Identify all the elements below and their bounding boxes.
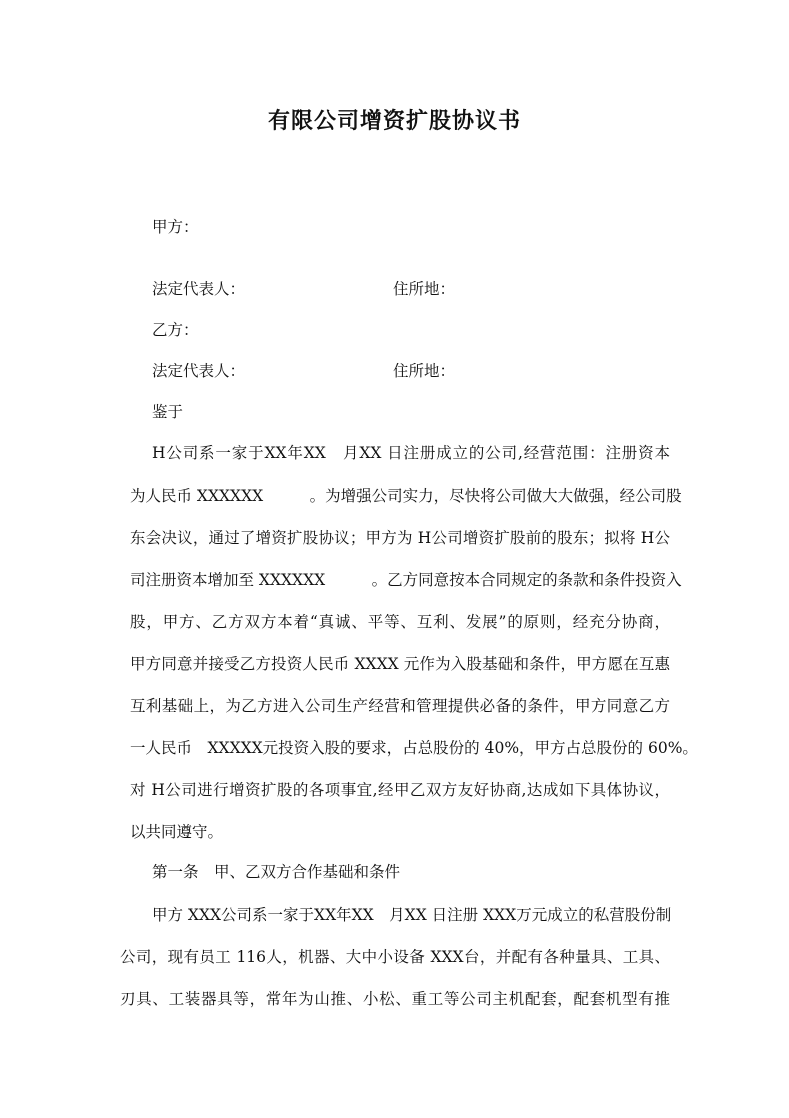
paragraph-line: 为人民币 XXXXXX 。为增强公司实力，尽快将公司做大大做强，经公司股	[130, 487, 682, 505]
paragraph-line: 刃具、工装器具等，常年为山推、小松、重工等公司主机配套，配套机型有推	[120, 990, 670, 1008]
address-label-a: 住所地：	[393, 280, 456, 298]
party-b-label: 乙方：	[152, 321, 199, 339]
paragraph-line: 甲方 XXX公司系一家于XX年XX 月XX 日注册 XXX万元成立的私营股份制	[152, 906, 672, 924]
paragraph-line: 互利基础上，为乙方进入公司生产经营和管理提供必备的条件，甲方同意乙方	[130, 697, 670, 715]
paragraph-line: 公司，现有员工 116人，机器、大中小设备 XXX台，并配有各种量具、工具、	[120, 948, 670, 966]
paragraph-line: 以共同遵守。	[130, 823, 224, 841]
whereas-heading: 鉴于	[152, 403, 184, 421]
address-label-b: 住所地：	[393, 362, 456, 380]
party-a-label: 甲方：	[152, 218, 199, 236]
paragraph-line: 甲方同意并接受乙方投资人民币 XXXX 元作为入股基础和条件，甲方愿在互惠	[130, 655, 670, 673]
legal-rep-label-b: 法定代表人：	[152, 362, 246, 380]
paragraph-line: H公司系一家于XX年XX 月XX 日注册成立的公司,经营范围：注册资本	[152, 444, 670, 462]
paragraph-line: 司注册资本增加至 XXXXXX 。乙方同意按本合同规定的条款和条件投资入	[130, 571, 682, 589]
legal-rep-label-a: 法定代表人：	[152, 280, 246, 298]
paragraph-line: 股，甲方、乙方双方本着“真诚、平等、互利、发展”的原则，经充分协商，	[130, 613, 670, 631]
paragraph-line: 一人民币 XXXXX元投资入股的要求，占总股份的 40%，甲方占总股份的 60%。	[130, 739, 698, 757]
paragraph-line: 东会决议，通过了增资扩股协议；甲方为 H公司增资扩股前的股东；拟将 H公	[130, 529, 670, 547]
article-1-heading: 第一条 甲、乙双方合作基础和条件	[152, 863, 401, 881]
paragraph-line: 对 H公司进行增资扩股的各项事宜,经甲乙双方友好协商,达成如下具体协议，	[130, 781, 670, 799]
document-title: 有限公司增资扩股协议书	[267, 108, 521, 134]
